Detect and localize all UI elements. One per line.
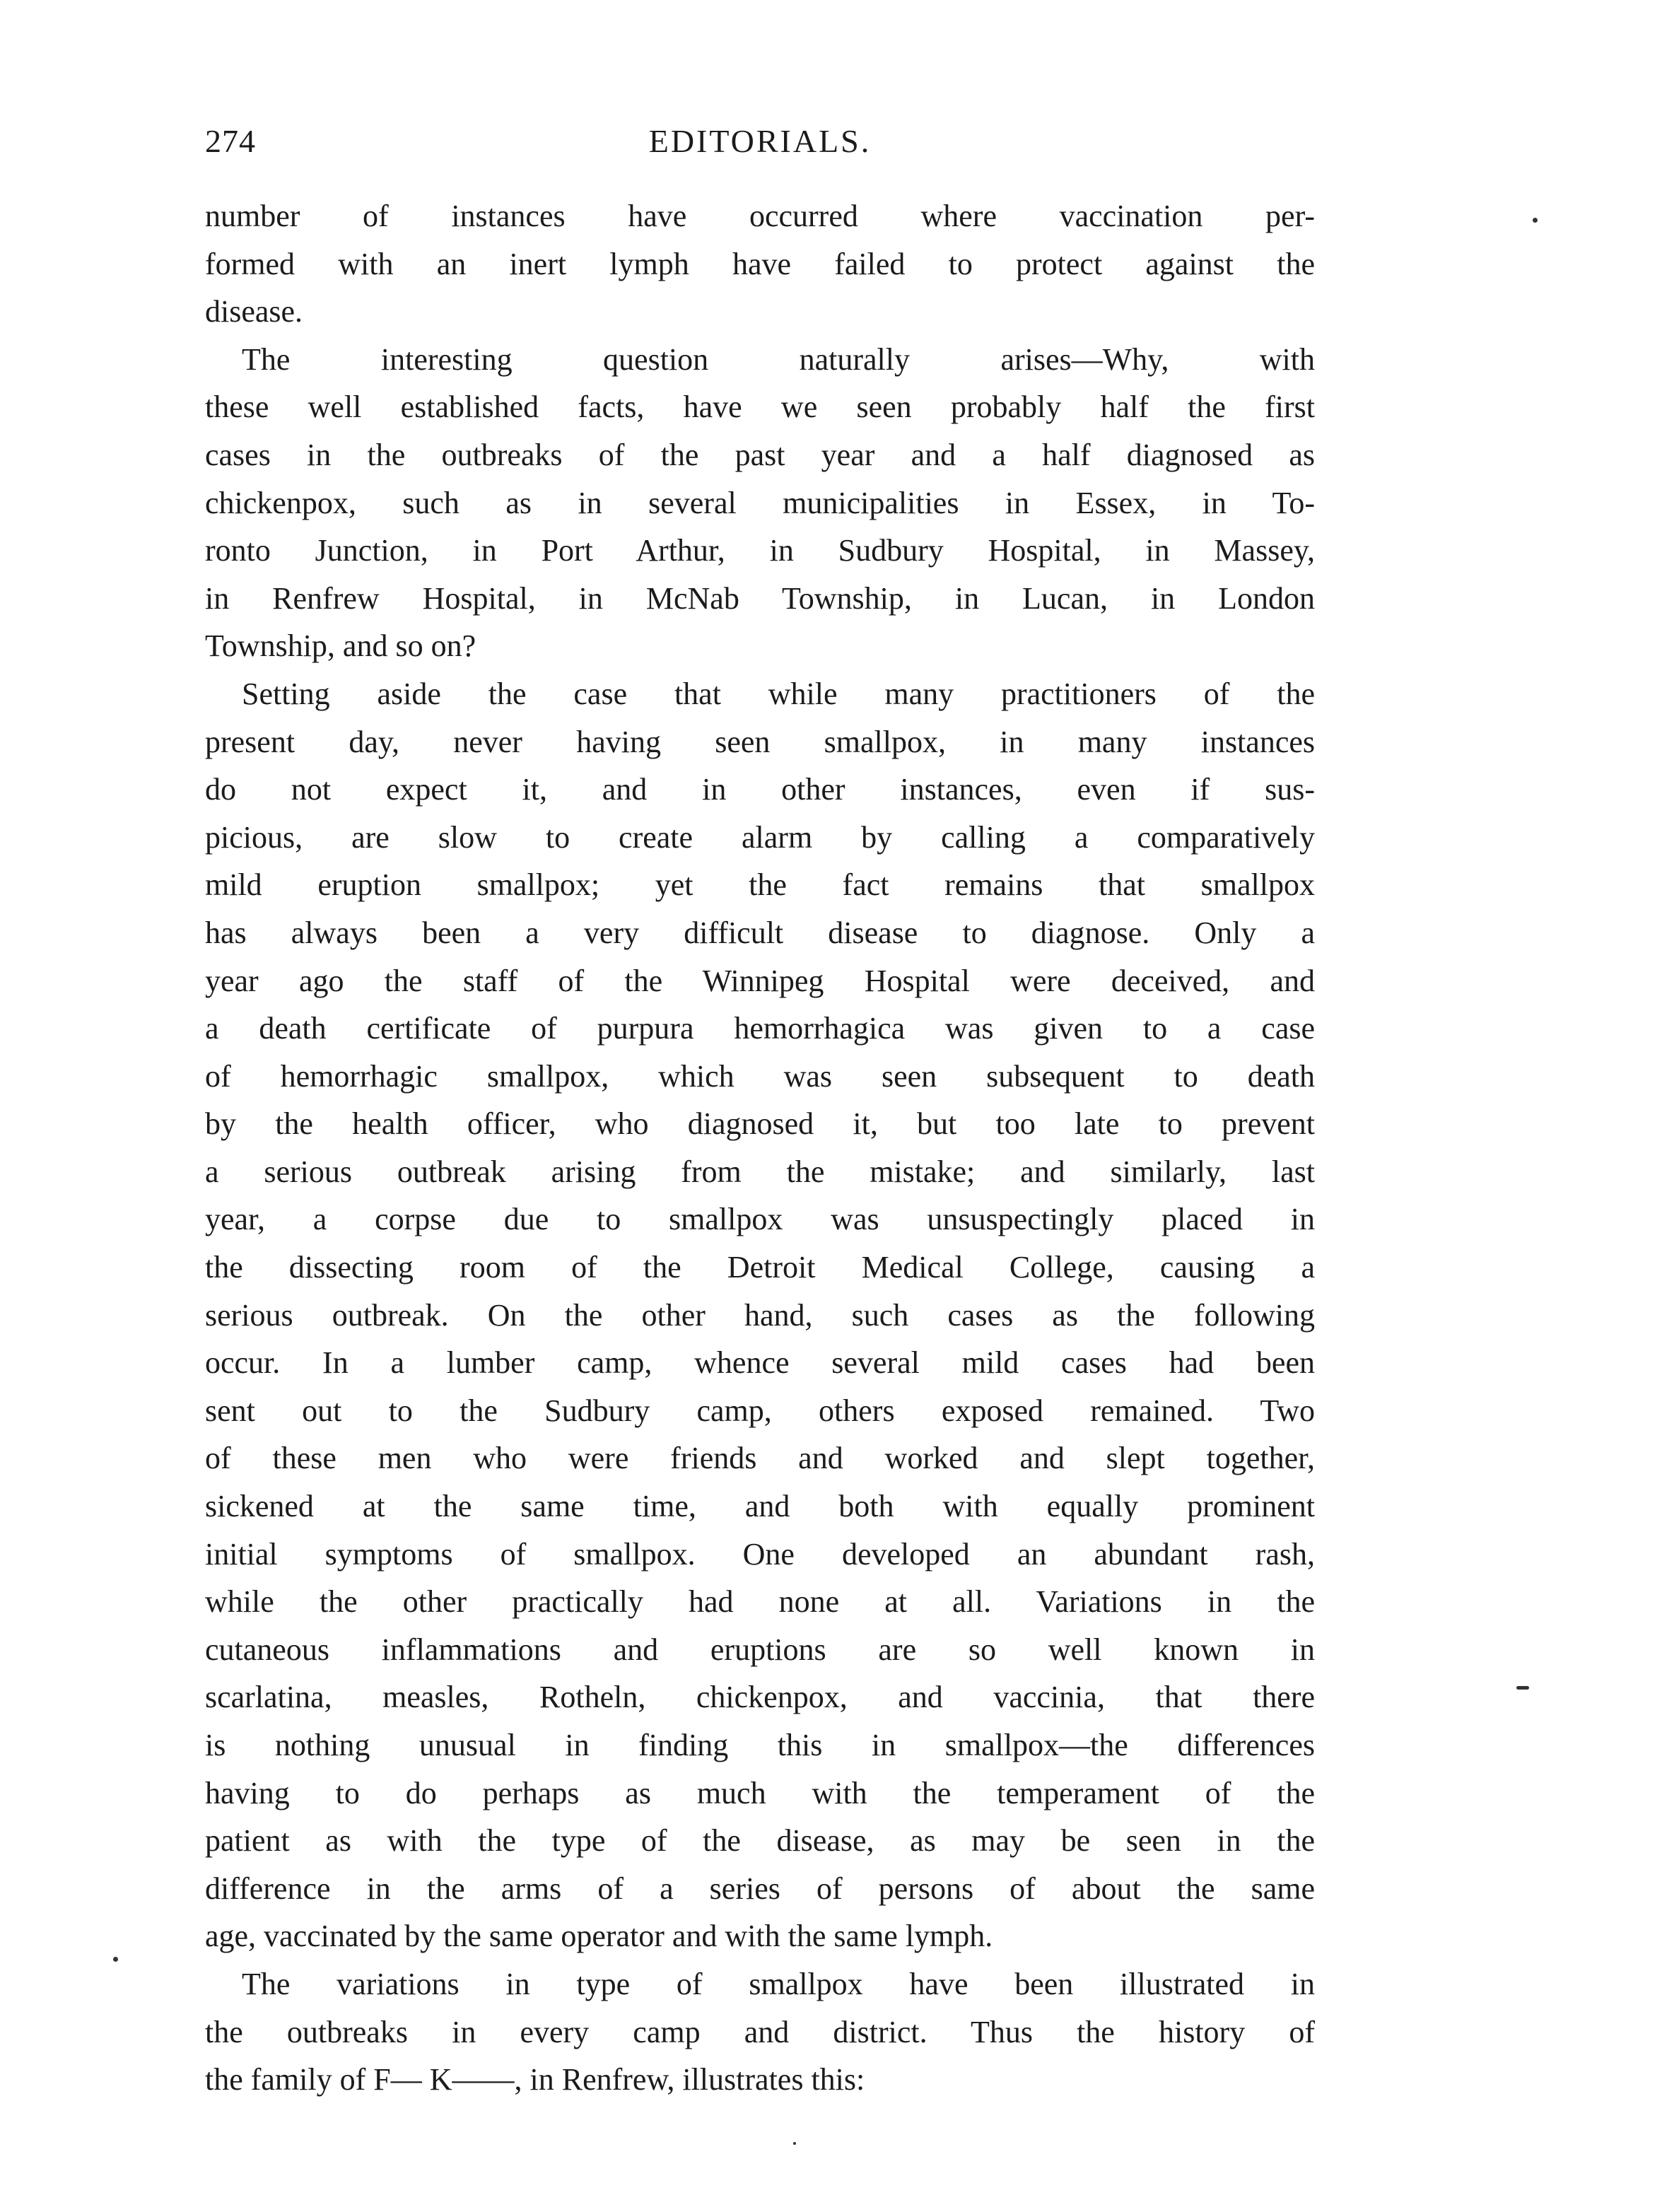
text-line: number of instances have occurred where vaccination per- xyxy=(205,199,1315,233)
text-line: while the other practically had none at all. Variations in the xyxy=(205,1584,1315,1620)
text-line: sent out to the Sudbury camp, others exposed remained. Two xyxy=(205,1393,1315,1428)
text-line: the dissecting room of the Detroit Medical College, causing a xyxy=(205,1250,1315,1285)
margin-speck xyxy=(113,1957,118,1962)
text-line: a serious outbreak arising from the mistake; and similarly, last xyxy=(205,1154,1315,1189)
text-line: mild eruption smallpox; yet the fact remains that smallpox xyxy=(205,867,1315,903)
text-line: sickened at the same time, and both with equally prominent xyxy=(205,1489,1315,1524)
text-line: The interesting question naturally arises—Why, with xyxy=(242,341,1315,377)
running-head: EDITORIALS. xyxy=(648,123,872,159)
margin-speck xyxy=(1533,218,1538,223)
text-line: present day, never having seen smallpox, in many instances xyxy=(205,724,1315,759)
page-number: 274 xyxy=(205,123,256,159)
text-line: disease. xyxy=(205,294,303,329)
text-line: cases in the outbreaks of the past year and a half diagnosed as xyxy=(205,437,1315,472)
text-line: the family of F— K——, in Renfrew, illustrates this: xyxy=(205,2062,865,2097)
text-line: the outbreaks in every camp and district. Thus the history of xyxy=(205,2014,1315,2049)
text-line: cutaneous inflammations and eruptions are so well known in xyxy=(205,1632,1315,1667)
text-line: do not expect it, and in other instances, even if sus- xyxy=(205,772,1315,807)
text-line: serious outbreak. On the other hand, such cases as the following xyxy=(205,1297,1315,1333)
text-line: these well established facts, have we seen probably half the first xyxy=(205,390,1315,425)
text-line: ronto Junction, in Port Arthur, in Sudbury Hospital, in Massey, xyxy=(205,533,1315,568)
text-line: of these men who were friends and worked and slept together, xyxy=(205,1441,1315,1476)
text-line: The variations in type of smallpox have been illustrated in xyxy=(242,1966,1315,2001)
text-line: has always been a very difficult disease to diagnose. Only a xyxy=(205,915,1315,950)
text-line: occur. In a lumber camp, whence several mild cases had been xyxy=(205,1345,1315,1381)
text-line: having to do perhaps as much with the temperament of the xyxy=(205,1775,1315,1810)
margin-dash xyxy=(1516,1686,1529,1690)
text-line: scarlatina, measles, Rotheln, chickenpox, and vaccinia, that there xyxy=(205,1680,1315,1715)
text-line: Setting aside the case that while many practitioners of the xyxy=(242,676,1315,711)
text-line: difference in the arms of a series of persons of about the same xyxy=(205,1871,1315,1906)
editorial-body-text xyxy=(205,192,1315,2104)
text-line: patient as with the type of the disease, as may be seen in the xyxy=(205,1823,1315,1859)
text-line: in Renfrew Hospital, in McNab Township, in Lucan, in London xyxy=(205,580,1315,616)
text-line: Township, and so on? xyxy=(205,628,476,664)
text-line: a death certificate of purpura hemorrhagica was given to a case xyxy=(205,1011,1315,1046)
text-line: picious, are slow to create alarm by calling a comparatively xyxy=(205,819,1315,855)
text-line: chickenpox, such as in several municipalities in Essex, in To- xyxy=(205,485,1315,520)
text-line: year, a corpse due to smallpox was unsuspectingly placed in xyxy=(205,1202,1315,1237)
text-line: is nothing unusual in finding this in smallpox—the differences xyxy=(205,1728,1315,1762)
text-line: age, vaccinated by the same operator and with the same lymph. xyxy=(205,1919,993,1954)
page-header xyxy=(205,117,1315,166)
text-line: formed with an inert lymph have failed to protect against the xyxy=(205,246,1315,281)
text-line: of hemorrhagic smallpox, which was seen subsequent to death xyxy=(205,1058,1315,1094)
bottom-speck xyxy=(793,2142,796,2145)
text-line: initial symptoms of smallpox. One developed an abundant rash, xyxy=(205,1536,1315,1572)
text-line: year ago the staff of the Winnipeg Hospital were deceived, and xyxy=(205,963,1315,998)
text-line: by the health officer, who diagnosed it, but too late to prevent xyxy=(205,1106,1315,1142)
